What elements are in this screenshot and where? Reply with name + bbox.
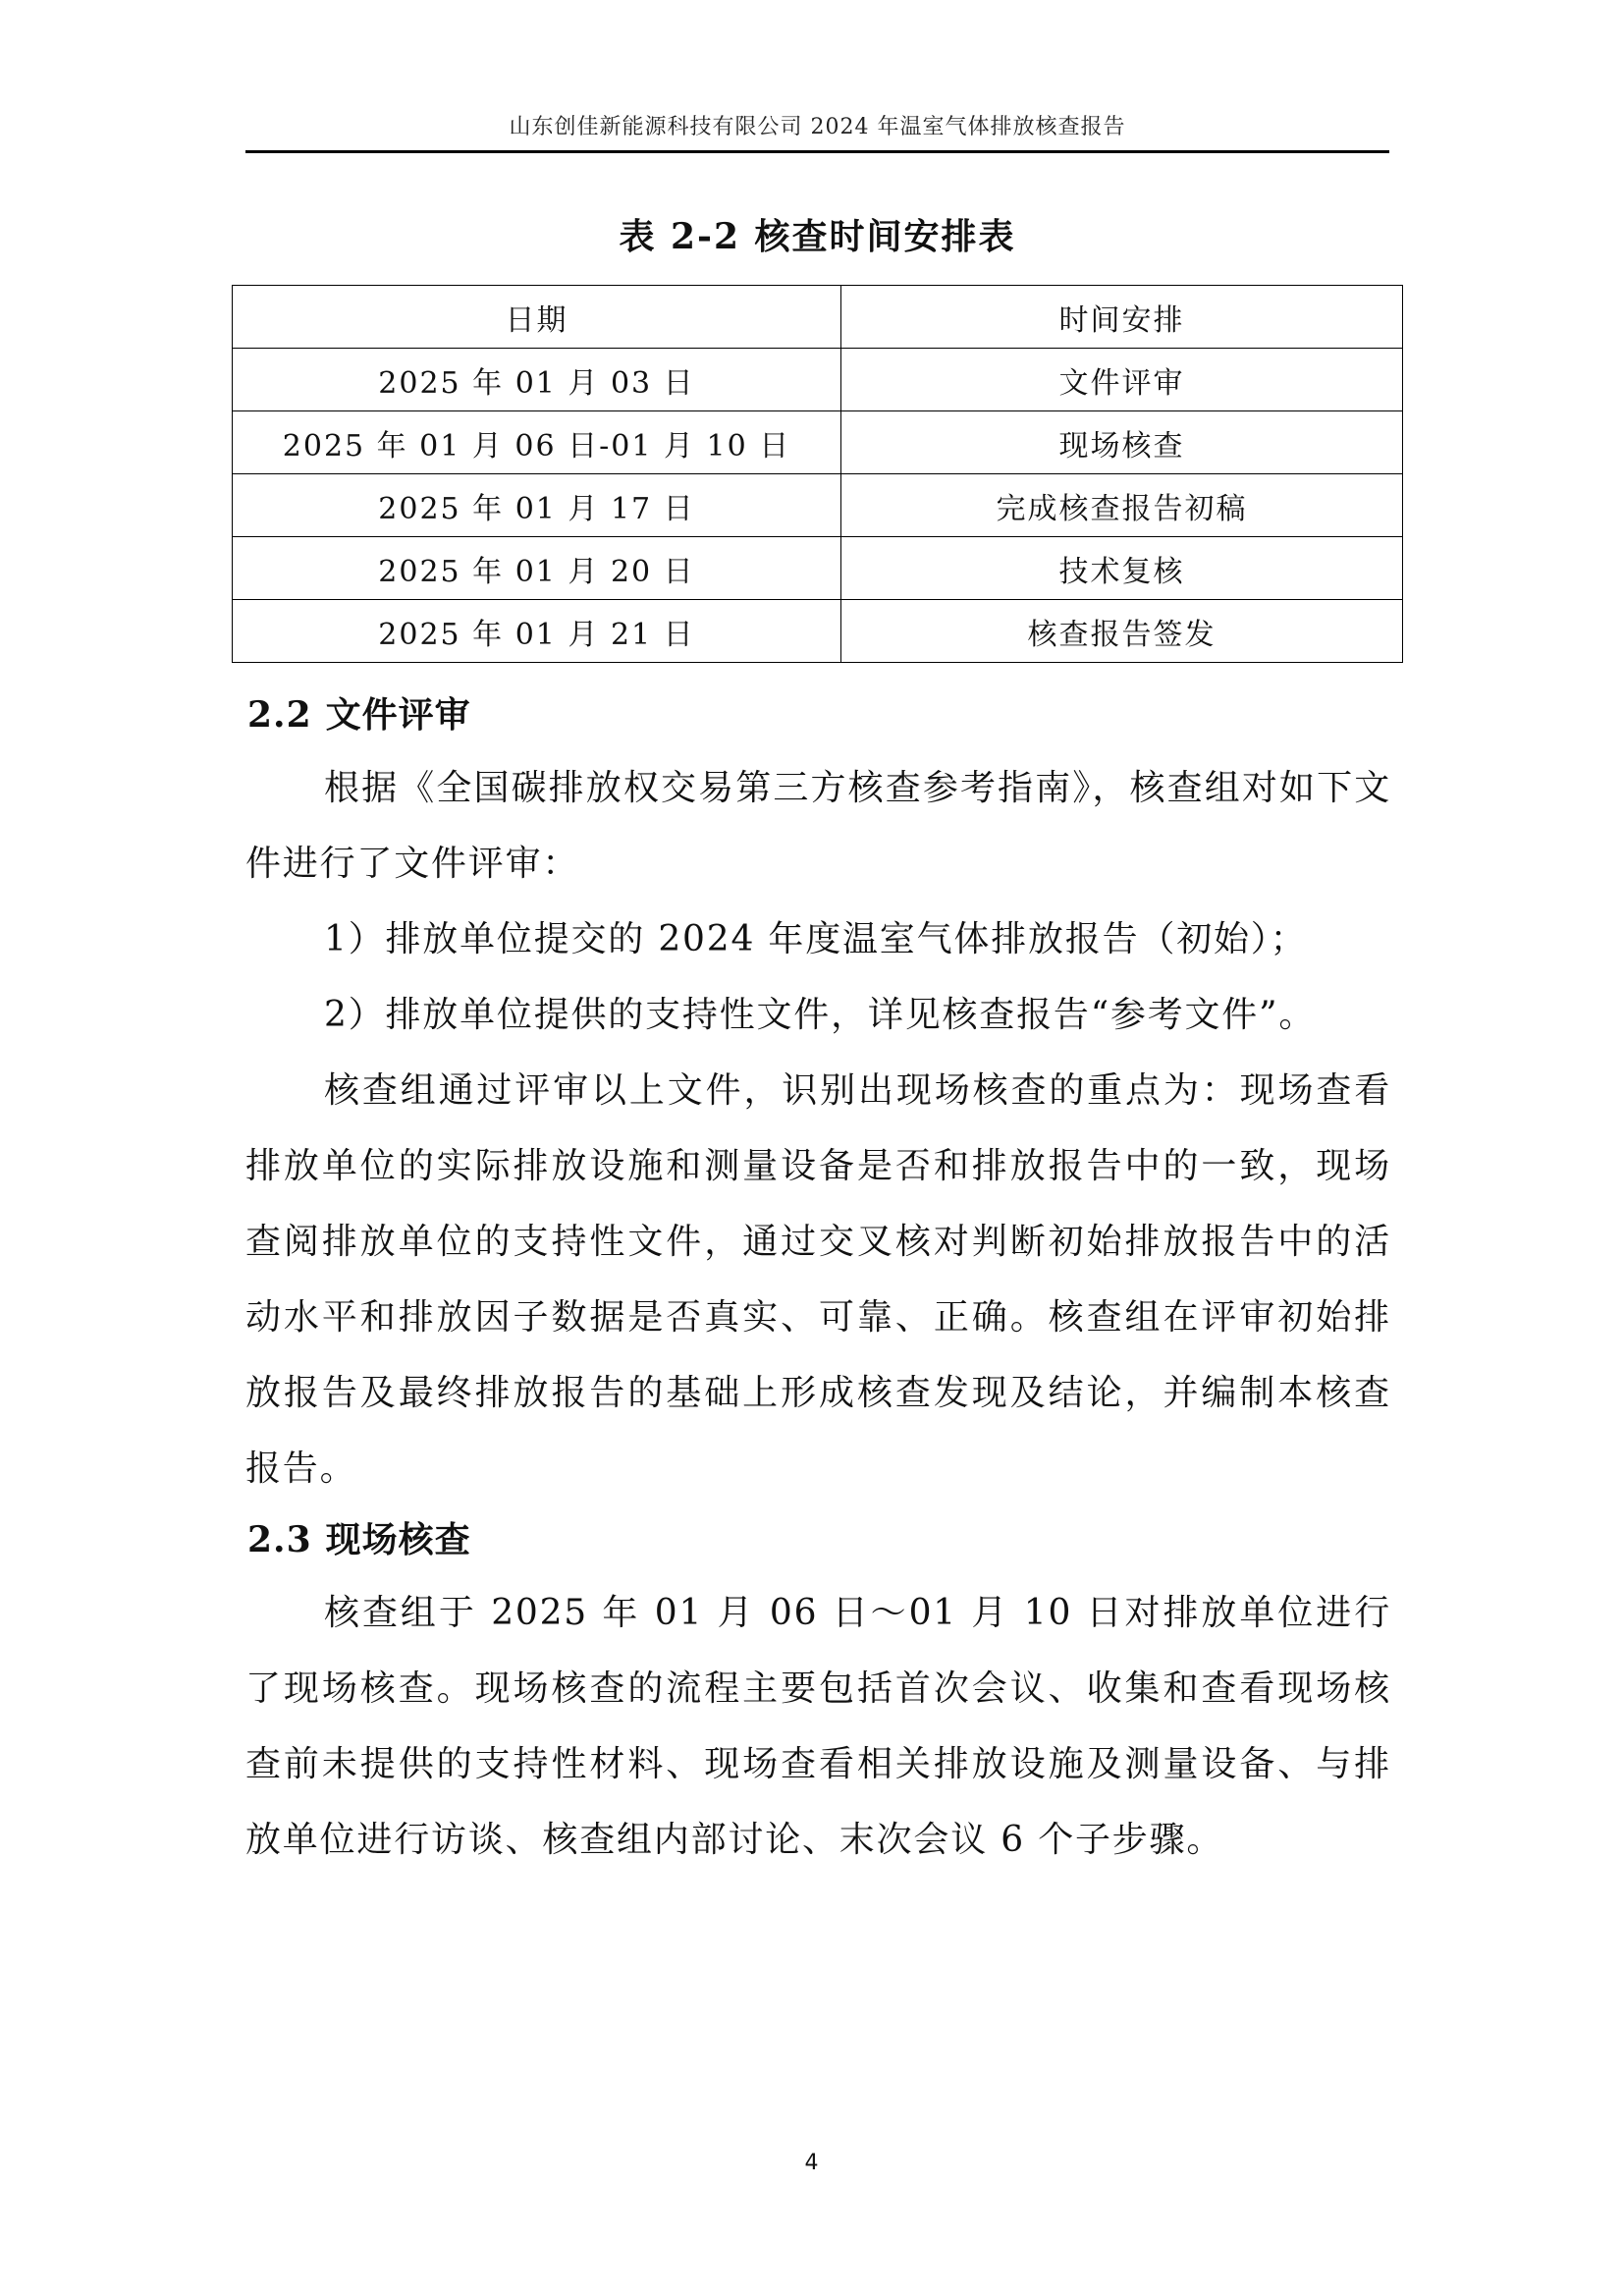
column-header-date: 日期 <box>233 286 841 349</box>
cell-date: 2025 年 01 月 06 日-01 月 10 日 <box>233 411 841 474</box>
section-title: 现场核查 <box>325 1519 471 1560</box>
cell-date: 2025 年 01 月 17 日 <box>233 474 841 537</box>
column-header-arrangement: 时间安排 <box>841 286 1403 349</box>
cell-arrangement: 文件评审 <box>841 349 1403 411</box>
section-number: 2.3 <box>247 1519 312 1560</box>
section-heading-2-2 <box>247 687 471 738</box>
cell-arrangement: 现场核查 <box>841 411 1403 474</box>
table-header-row <box>233 286 1403 349</box>
paragraph-site-verification: 核查组于 2025 年 01 月 06 日～01 月 10 日对排放单位进行了现场核查。现场核查的流程主要包括首次会议、收集和查看现场核查前未提供的支持性材料、现场查看相关排放设施及测量设备、与排放单位进行访谈、核查组内部讨论、末次会议 6 个子步骤。 <box>245 1593 1391 1860</box>
section-number: 2.2 <box>247 694 312 736</box>
cell-date: 2025 年 01 月 20 日 <box>233 537 841 600</box>
paragraph-review-basis: 根据《全国碳排放权交易第三方核查参考指南》，核查组对如下文件进行了文件评审： <box>245 768 1391 884</box>
header-divider <box>245 150 1389 153</box>
page-number: 4 <box>804 2151 819 2175</box>
table-row <box>233 474 1403 537</box>
table-row <box>233 537 1403 600</box>
table-row <box>233 349 1403 411</box>
paragraph-list-item-2: 2）排放单位提供的支持性文件，详见核查报告“参考文件”。 <box>324 995 1317 1035</box>
table-title: 表 2-2 核查时间安排表 <box>619 216 1016 257</box>
paragraph-list-item-1: 1）排放单位提交的 2024 年度温室气体排放报告（初始）； <box>324 919 1308 959</box>
page-header-title: 山东创佳新能源科技有限公司 2024 年温室气体排放核查报告 <box>509 115 1126 139</box>
table-row <box>233 411 1403 474</box>
cell-date: 2025 年 01 月 03 日 <box>233 349 841 411</box>
section-title: 文件评审 <box>325 694 471 736</box>
cell-arrangement: 核查报告签发 <box>841 600 1403 663</box>
cell-date: 2025 年 01 月 21 日 <box>233 600 841 663</box>
paragraph-review-focus: 核查组通过评审以上文件，识别出现场核查的重点为：现场查看排放单位的实际排放设施和测量设备是否和排放报告中的一致，现场查阅排放单位的支持性文件，通过交叉核对判断初始排放报告中的活动水平和排放因子数据是否真实、可靠、正确。核查组在评审初始排放报告及最终排放报告的基础上形成核查发现及结论，并编制本核查报告。 <box>245 1070 1391 1489</box>
table-row <box>233 600 1403 663</box>
schedule-table <box>232 285 1403 663</box>
cell-arrangement: 完成核查报告初稿 <box>841 474 1403 537</box>
cell-arrangement: 技术复核 <box>841 537 1403 600</box>
section-heading-2-3 <box>247 1512 471 1562</box>
